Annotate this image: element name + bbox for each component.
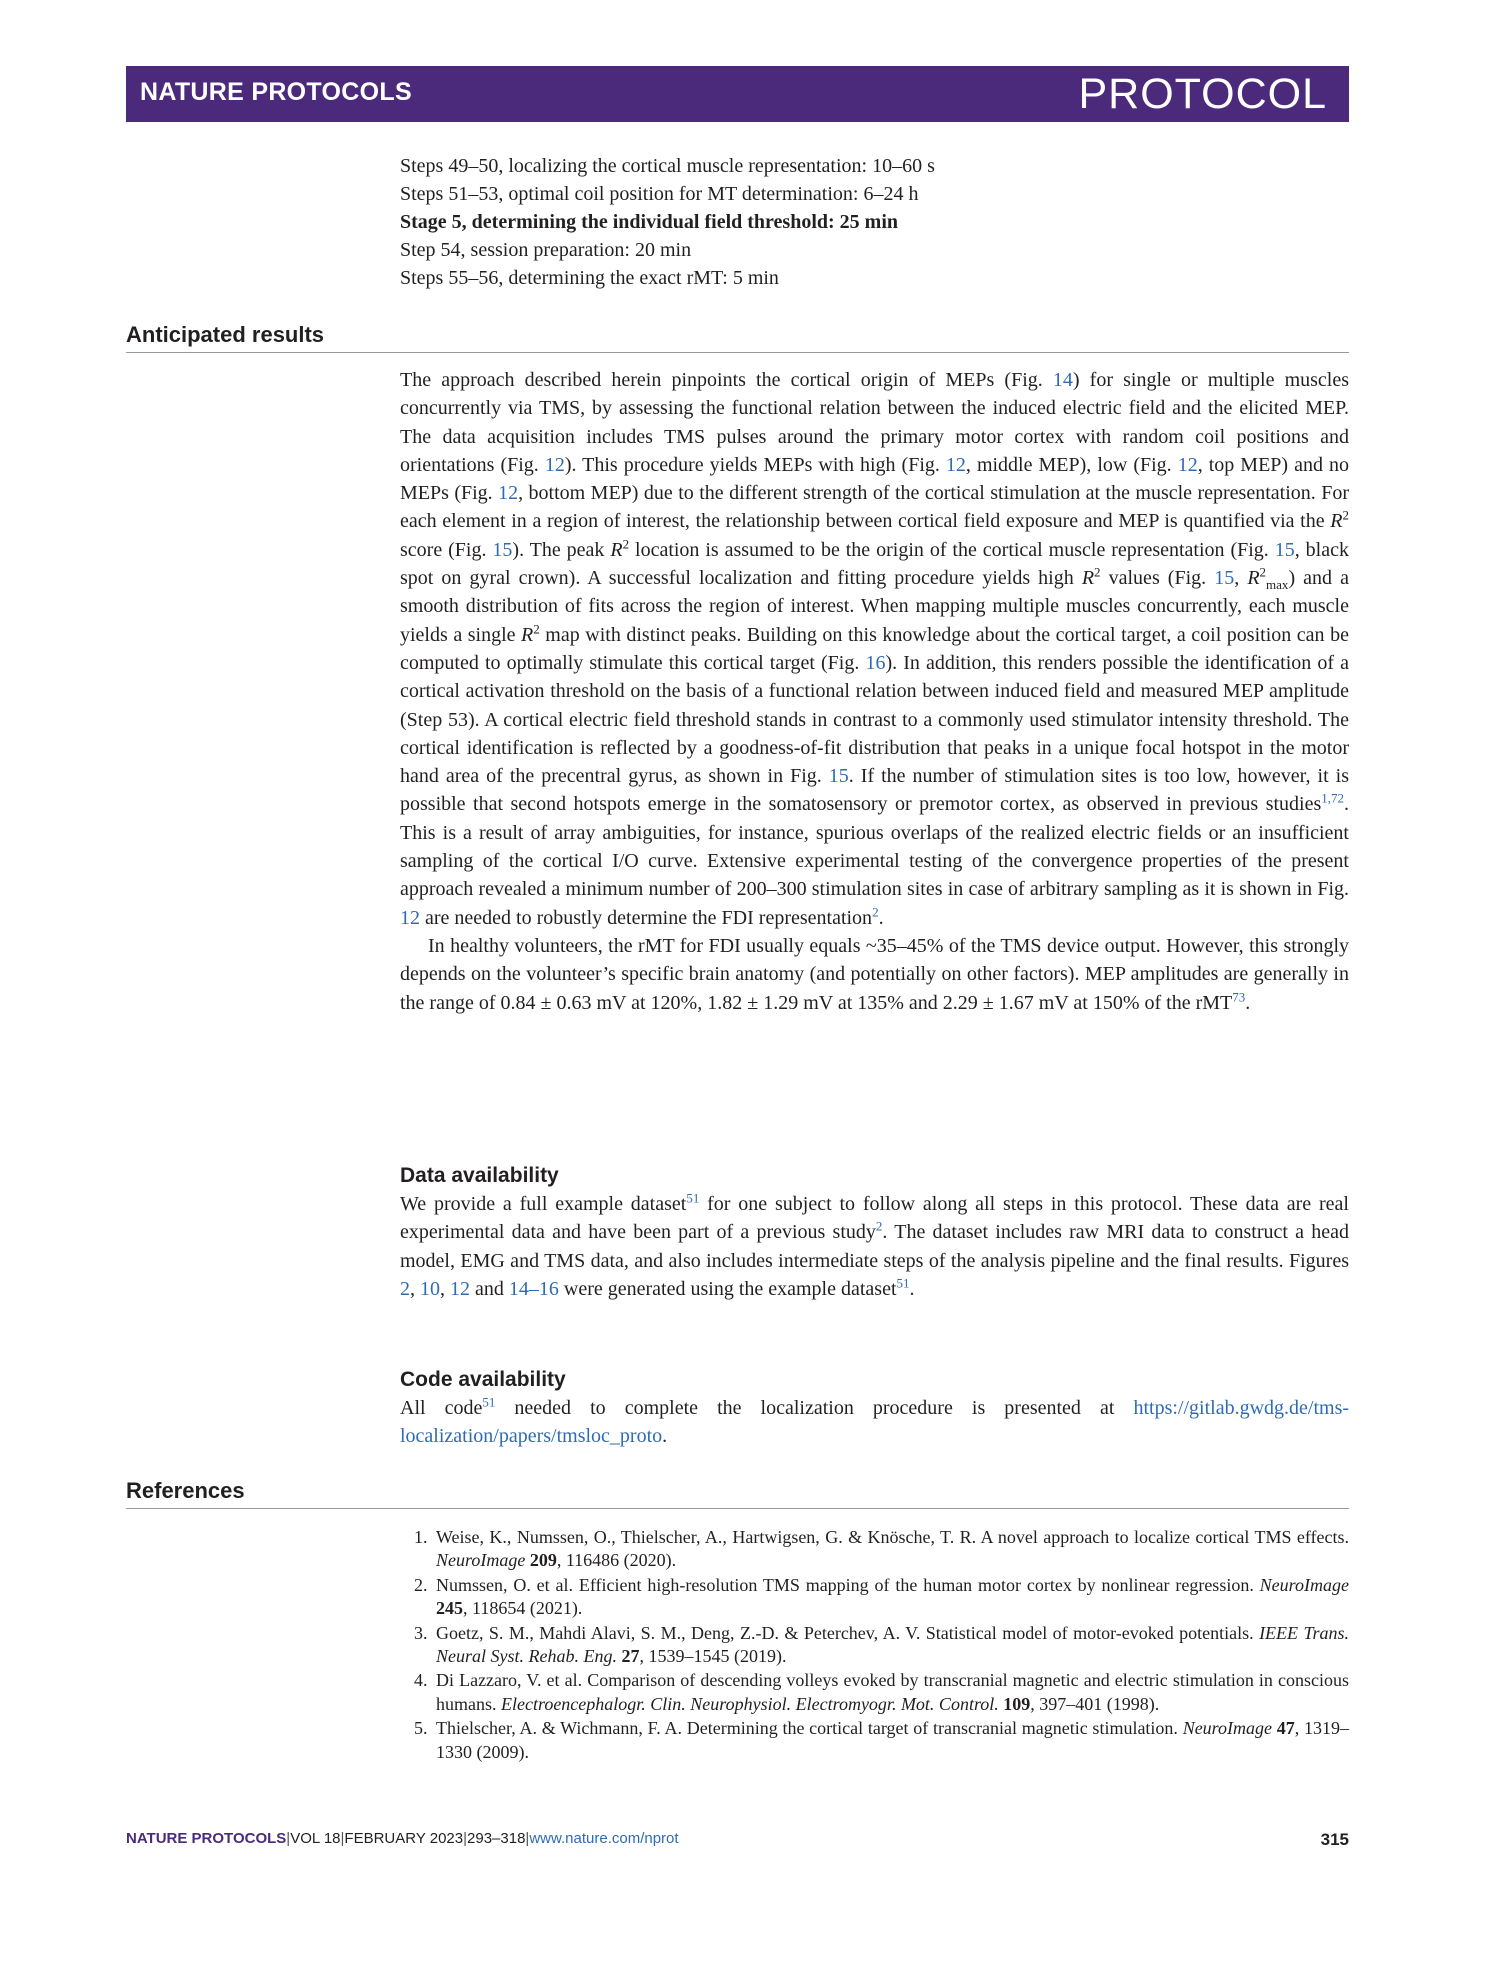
anticipated-results-body bbox=[400, 366, 1349, 1017]
citation-link[interactable]: 12 bbox=[544, 453, 565, 476]
reference-number: 5. bbox=[414, 1718, 428, 1739]
text-run: and bbox=[470, 1277, 509, 1300]
bold-text: 209 bbox=[529, 1550, 557, 1571]
text-run: ) for single or multiple muscles concurrently via TMS, by assessing the functional relation between the induced electric field and the elicited MEP. The data acquisition includes TMS pulses around the primary motor cortex with random coil positions and orientations (Fig. bbox=[400, 369, 1349, 476]
data-availability-heading: Data availability bbox=[400, 1164, 559, 1187]
reference-citation-link[interactable]: 2 bbox=[875, 1218, 883, 1234]
reference-item bbox=[400, 1574, 1349, 1621]
citation-link[interactable]: 12 bbox=[498, 482, 519, 505]
citation-link[interactable]: 12 bbox=[1177, 453, 1198, 476]
section-heading-anticipated-results: Anticipated results bbox=[126, 322, 1349, 353]
text-run: All code bbox=[400, 1397, 483, 1419]
text-run: , black spot on gyral crown). A successful localization and fitting procedure yields high bbox=[400, 538, 1349, 590]
citation-link[interactable]: 16 bbox=[865, 651, 886, 674]
reference-number: 3. bbox=[414, 1622, 428, 1643]
text-run: ) and a smooth distribution of fits across the region of interest. When mapping multiple muscles concurrently, each muscle yields a single bbox=[400, 567, 1350, 646]
text-run: In healthy volunteers, the rMT for FDI usually equals ~35–45% of the TMS device output. However, this strongly depends on the volunteer’s specific brain anatomy (and potentially on other factors). MEP amplitudes are generally in the range of 0.84 ± 0.63 mV at 120%, 1.82 ± 1.29 mV at 135% and 2.29 ± 1.67 mV at 150% of the rMT bbox=[400, 934, 1349, 1014]
bold-text: 27 bbox=[621, 1646, 640, 1667]
text-run: Weise, K., Numssen, O., Thielscher, A., Hartwigsen, G. & Knösche, T. R. A novel approach to localize cortical TMS effects. bbox=[436, 1527, 1349, 1547]
footer-volume: VOL 18 bbox=[290, 1830, 341, 1847]
text-run: were generated using the example dataset bbox=[558, 1277, 897, 1300]
superscript: 2 bbox=[1094, 564, 1101, 580]
section-heading-references: References bbox=[126, 1478, 1349, 1509]
bold-text: 245 bbox=[436, 1598, 463, 1619]
journal-header-bar bbox=[126, 66, 1349, 122]
text-run: . bbox=[662, 1425, 668, 1448]
timing-step-line: Steps 51–53, optimal coil position for MT determination: 6–24 h bbox=[400, 183, 919, 205]
italic-text: R bbox=[610, 538, 623, 561]
reference-number: 2. bbox=[414, 1574, 428, 1595]
italic-text: Electroencephalogr. Clin. Neurophysiol. Electromyogr. Mot. Control. bbox=[501, 1693, 999, 1714]
page-number: 315 bbox=[1320, 1830, 1349, 1849]
reference-citation-link[interactable]: 73 bbox=[1232, 988, 1246, 1004]
text-run: ). In addition, this renders possible the identification of a cortical activation threshold on the basis of a functional relation between induced field and measured MEP amplitude (Step 53). A cortical electric field threshold stands in contrast to a commonly used stimulator intensity threshold. The cortical identification is reflected by a goodness-of-fit distribution that peaks in a unique focal hotspot in the motor hand area of the precentral gyrus, as shown in Fig. bbox=[400, 651, 1349, 788]
italic-text: R bbox=[521, 623, 534, 646]
text-run: , bbox=[440, 1277, 450, 1300]
text-run: , bottom MEP) due to the different strength of the cortical stimulation at the muscle representation. For each element in a region of interest, the relationship between cortical field exposure and MEP is quantified via the bbox=[400, 482, 1349, 533]
code-availability-heading: Code availability bbox=[400, 1368, 566, 1391]
citation-link[interactable]: 15 bbox=[492, 538, 513, 561]
footer-url-link[interactable]: www.nature.com/nprot bbox=[529, 1830, 679, 1847]
subscript: max bbox=[1266, 577, 1289, 593]
reference-citation-link[interactable]: 1,72 bbox=[1321, 790, 1344, 806]
text-run: for one subject to follow along all steps in this protocol. These data are real experimental data and have been part of a previous study bbox=[400, 1193, 1349, 1244]
reference-number: 4. bbox=[414, 1670, 428, 1691]
text-run: , 1539–1545 (2019). bbox=[639, 1646, 787, 1667]
italic-text: IEEE Trans. Neural Syst. Rehab. Eng. bbox=[436, 1622, 1350, 1667]
text-run: . If the number of stimulation sites is too low, however, it is possible that second hotspots emerge in the somatosensory or premotor cortex, as observed in previous studies bbox=[400, 765, 1349, 816]
italic-text: NeuroImage bbox=[1182, 1718, 1273, 1739]
bold-text: 109 bbox=[1003, 1693, 1031, 1714]
anticipated-results-paragraph-2 bbox=[400, 932, 1349, 1017]
code-availability-section bbox=[400, 1366, 1349, 1451]
citation-link[interactable]: 12 bbox=[400, 906, 420, 929]
journal-title: NATURE PROTOCOLS bbox=[140, 78, 412, 106]
text-run: , 116486 (2020). bbox=[556, 1550, 677, 1571]
reference-number: 1. bbox=[414, 1527, 428, 1547]
reference-item bbox=[400, 1717, 1349, 1764]
text-run: . bbox=[909, 1277, 915, 1300]
text-run: , 118654 (2021). bbox=[463, 1598, 583, 1619]
text-run: are needed to robustly determine the FDI representation bbox=[420, 906, 873, 929]
italic-text: R bbox=[1081, 567, 1095, 590]
citation-link[interactable]: 14 bbox=[1052, 369, 1073, 391]
text-run: Thielscher, A. & Wichmann, F. A. Determining the cortical target of transcranial magnetic stimulation. bbox=[436, 1718, 1183, 1739]
anticipated-results-paragraph-1 bbox=[400, 366, 1349, 932]
timing-stage-heading: Stage 5, determining the individual field threshold: 25 min bbox=[400, 211, 899, 233]
text-run: map with distinct peaks. Building on this knowledge about the cortical target, a coil position can be computed to optimally stimulate this cortical target (Fig. bbox=[400, 623, 1349, 674]
reference-citation-link[interactable]: 51 bbox=[482, 1394, 496, 1410]
footer-journal: NATURE PROTOCOLS bbox=[126, 1830, 287, 1847]
italic-text: R bbox=[1247, 567, 1260, 590]
footer-date: FEBRUARY 2023 bbox=[344, 1830, 464, 1847]
data-availability-section bbox=[400, 1162, 1349, 1303]
text-run: . bbox=[878, 906, 884, 929]
text-run: . bbox=[1245, 991, 1251, 1014]
italic-text: R bbox=[1330, 510, 1343, 533]
citation-link[interactable]: 12 bbox=[945, 453, 966, 476]
text-run: , 1319–1330 (2009). bbox=[436, 1718, 1350, 1762]
superscript: 2 bbox=[1259, 564, 1267, 580]
text-run: , bbox=[1234, 567, 1248, 590]
italic-text: NeuroImage bbox=[436, 1550, 526, 1571]
text-run: Numssen, O. et al. Efficient high-resolution TMS mapping of the human motor cortex by nonlinear regression. bbox=[436, 1574, 1260, 1595]
text-run: Goetz, S. M., Mahdi Alavi, S. M., Deng, Z.-D. & Peterchev, A. V. Statistical model of motor-evoked potentials. bbox=[436, 1622, 1260, 1643]
citation-link[interactable]: https://gitlab.gwdg.de/tms-localization/papers/tmsloc_proto bbox=[400, 1397, 1350, 1448]
reference-citation-link[interactable]: 51 bbox=[896, 1275, 910, 1291]
text-run: needed to complete the localization procedure is presented at bbox=[495, 1397, 1134, 1419]
timing-step-line: Step 54, session preparation: 20 min bbox=[400, 239, 692, 261]
text-run: , top MEP) and no MEPs (Fig. bbox=[400, 453, 1350, 505]
italic-text: NeuroImage bbox=[1259, 1574, 1349, 1595]
reference-item bbox=[400, 1669, 1349, 1716]
text-run: Di Lazzaro, V. et al. Comparison of descending volleys evoked by transcranial magnetic and electric stimulation in conscious humans. bbox=[436, 1670, 1349, 1714]
text-run: The approach described herein pinpoints the cortical origin of MEPs (Fig. bbox=[400, 369, 1053, 391]
citation-link[interactable]: 10 bbox=[420, 1277, 440, 1300]
code-availability-paragraph bbox=[400, 1394, 1349, 1451]
text-run: ). This procedure yields MEPs with high (Fig. bbox=[564, 453, 946, 476]
text-run: , bbox=[410, 1277, 420, 1300]
superscript: 2 bbox=[1342, 507, 1349, 523]
text-run: location is assumed to be the origin of the cortical muscle representation (Fig. bbox=[629, 538, 1275, 561]
text-run: . The dataset includes raw MRI data to construct a head model, EMG and TMS data, and also includes intermediate steps of the analysis pipeline and the final results. Figures bbox=[400, 1221, 1350, 1272]
timing-step-line: Steps 49–50, localizing the cortical muscle representation: 10–60 s bbox=[400, 155, 935, 177]
text-run: values (Fig. bbox=[1100, 567, 1215, 590]
timing-list bbox=[400, 152, 1349, 292]
citation-link[interactable]: 2 bbox=[400, 1277, 410, 1300]
citation-link[interactable]: 15 bbox=[1274, 538, 1295, 561]
reference-citation-link[interactable]: 2 bbox=[872, 903, 879, 919]
text-run: . This is a result of array ambiguities, for instance, spurious overlaps of the realized electric fields or an insufficient sampling of the cortical I/O curve. Extensive experimental testing of the convergence properties of the present approach revealed a minimum number of 200–300 stimulation sites in case of arbitrary sampling as it is shown in Fig. bbox=[400, 793, 1349, 901]
text-run: , middle MEP), low (Fig. bbox=[965, 453, 1178, 476]
reference-citation-link[interactable]: 51 bbox=[686, 1190, 700, 1206]
text-run: ). The peak bbox=[512, 538, 611, 561]
bold-text: 47 bbox=[1276, 1718, 1295, 1739]
citation-link[interactable]: 15 bbox=[1214, 567, 1235, 590]
reference-list bbox=[400, 1526, 1349, 1765]
superscript: 2 bbox=[533, 621, 540, 637]
text-run: We provide a full example dataset bbox=[400, 1193, 687, 1215]
footer-pages: 293–318 bbox=[467, 1830, 526, 1847]
reference-item bbox=[400, 1526, 1349, 1573]
superscript: 2 bbox=[622, 536, 630, 552]
data-availability-paragraph bbox=[400, 1190, 1349, 1303]
text-run: , 397–401 (1998). bbox=[1030, 1693, 1160, 1714]
text-run: score (Fig. bbox=[400, 538, 493, 561]
timing-step-line: Steps 55–56, determining the exact rMT: 5 min bbox=[400, 267, 779, 289]
citation-link[interactable]: 15 bbox=[828, 765, 849, 788]
reference-item bbox=[400, 1622, 1349, 1669]
article-type-label: PROTOCOL bbox=[1078, 70, 1327, 118]
citation-link[interactable]: 14–16 bbox=[508, 1277, 559, 1300]
page-footer: NATURE PROTOCOLS|VOL 18|FEBRUARY 2023|293–318|www.nature.com/nprot 315 bbox=[126, 1830, 1349, 1849]
citation-link[interactable]: 12 bbox=[450, 1277, 470, 1300]
